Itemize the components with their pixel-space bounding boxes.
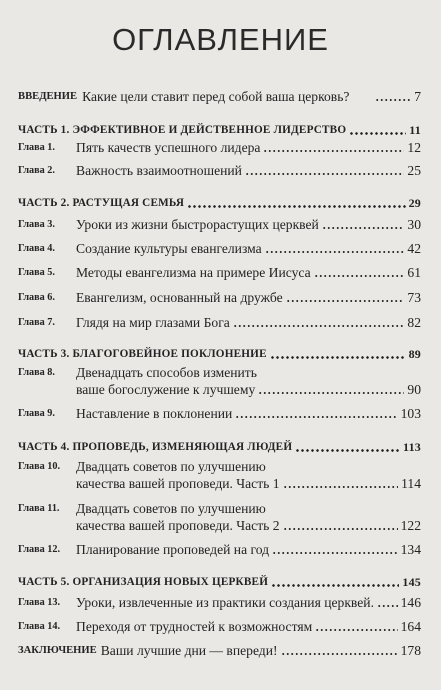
part-label: ЧАСТЬ 5. ОРГАНИЗАЦИЯ НОВЫХ ЦЕРКВЕЙ	[18, 576, 269, 588]
chapter-title: Уроки из жизни быстрорастущих церквей	[76, 217, 319, 232]
dot-leader	[258, 392, 404, 394]
chapter-label: Глава 8.	[18, 367, 55, 378]
chapter-page: 12	[407, 140, 421, 155]
toc-chapter-11[interactable]	[18, 500, 421, 534]
chapter-label: Глава 1.	[18, 142, 55, 153]
dot-leader	[235, 416, 397, 418]
chapter-title: Пять качеств успешного лидера	[76, 140, 261, 155]
chapter-label: Глава 11.	[18, 503, 60, 514]
chapter-label: Глава 9.	[18, 408, 55, 419]
chapter-title: Важность взаимоотношений	[76, 163, 242, 178]
part-page: 145	[402, 575, 421, 589]
chapter-title: Евангелизм, основанный на дружбе	[76, 290, 283, 305]
chapter-page: 103	[400, 406, 421, 421]
chapter-title: Создание культуры евангелизма	[76, 241, 262, 256]
toc-chapter-2[interactable]	[18, 162, 421, 179]
chapter-page: 61	[407, 265, 421, 280]
toc-chapter-3[interactable]	[18, 216, 421, 233]
toc-part-5[interactable]	[18, 574, 421, 591]
chapter-title-line: Двадцать советов по улучшению	[76, 459, 266, 474]
dot-leader	[375, 99, 411, 101]
toc-chapter-4[interactable]	[18, 240, 421, 257]
conclusion-page: 178	[400, 643, 421, 658]
chapter-title-line: качества вашей проповеди. Часть 1	[76, 476, 280, 491]
toc-chapter-12[interactable]	[18, 541, 421, 558]
dot-leader	[265, 251, 405, 253]
chapter-page: 82	[407, 315, 421, 330]
chapter-label: Глава 5.	[18, 267, 55, 278]
conclusion-label: ЗАКЛЮЧЕНИЕ	[18, 645, 97, 656]
dot-leader	[295, 449, 400, 452]
dot-leader	[314, 275, 405, 277]
chapter-label: Глава 2.	[18, 165, 55, 176]
part-page: 89	[408, 347, 421, 361]
chapter-title: Глядя на мир глазами Бога	[76, 315, 230, 330]
chapter-page: 90	[407, 382, 421, 397]
dot-leader	[377, 605, 398, 607]
toc-intro[interactable]	[18, 88, 421, 105]
chapter-page: 134	[400, 542, 421, 557]
toc-chapter-10[interactable]	[18, 458, 421, 492]
dot-leader	[286, 300, 405, 302]
toc-conclusion[interactable]	[18, 642, 421, 659]
part-label: ЧАСТЬ 4. ПРОПОВЕДЬ, ИЗМЕНЯЮЩАЯ ЛЮДЕЙ	[18, 441, 293, 453]
intro-text: Какие цели ставит перед собой ваша церковь?	[82, 89, 350, 104]
part-page: 11	[409, 123, 421, 137]
dot-leader	[349, 132, 406, 135]
dot-leader	[283, 486, 399, 488]
toc-part-1[interactable]	[18, 122, 421, 139]
chapter-title: Переходя от трудностей к возможностям	[76, 619, 313, 634]
toc-chapter-8[interactable]	[18, 364, 421, 398]
intro-label: ВВЕДЕНИЕ	[18, 91, 78, 102]
part-label: ЧАСТЬ 2. РАСТУЩАЯ СЕМЬЯ	[18, 197, 185, 209]
chapter-title-line: Двадцать советов по улучшению	[76, 501, 266, 516]
toc-part-4[interactable]	[18, 439, 421, 456]
toc-part-3[interactable]	[18, 346, 421, 363]
dot-leader	[270, 356, 406, 359]
part-page: 113	[403, 440, 421, 454]
part-label: ЧАСТЬ 3. БЛАГОГОВЕЙНОЕ ПОКЛОНЕНИЕ	[18, 348, 267, 360]
chapter-page: 146	[400, 595, 421, 610]
chapter-label: Глава 6.	[18, 292, 55, 303]
page-title: ОГЛАВЛЕНИЕ	[112, 22, 329, 57]
dot-leader	[283, 528, 398, 530]
toc-chapter-13[interactable]	[18, 594, 421, 611]
chapter-title-line: качества вашей проповеди. Часть 2	[76, 518, 280, 533]
part-page: 29	[408, 196, 421, 210]
chapter-page: 114	[401, 476, 421, 491]
dot-leader	[322, 227, 405, 229]
toc-chapter-5[interactable]	[18, 264, 421, 281]
dot-leader	[271, 584, 399, 587]
chapter-page: 164	[400, 619, 421, 634]
chapter-title-line: Двенадцать способов изменить	[76, 365, 257, 380]
chapter-title: Методы евангелизма на примере Иисуса	[76, 265, 311, 280]
part-label: ЧАСТЬ 1. ЭФФЕКТИВНОЕ И ДЕЙСТВЕННОЕ ЛИДЕРСТВО	[18, 124, 347, 136]
dot-leader	[272, 552, 398, 554]
chapter-label: Глава 12.	[18, 544, 61, 555]
intro-page: 7	[414, 89, 421, 104]
chapter-label: Глава 13.	[18, 597, 61, 608]
chapter-label: Глава 3.	[18, 219, 55, 230]
dot-leader	[315, 629, 397, 631]
chapter-label: Глава 4.	[18, 243, 55, 254]
chapter-title: Наставление в поклонении	[76, 406, 233, 421]
toc-chapter-1[interactable]	[18, 139, 421, 156]
dot-leader	[281, 653, 398, 655]
chapter-label: Глава 7.	[18, 317, 55, 328]
toc-chapter-6[interactable]	[18, 289, 421, 306]
toc-chapter-7[interactable]	[18, 314, 421, 331]
chapter-page: 73	[407, 290, 421, 305]
toc-part-2[interactable]	[18, 195, 421, 212]
toc-chapter-9[interactable]	[18, 405, 421, 422]
conclusion-text: Ваши лучшие дни — впереди!	[100, 643, 278, 658]
chapter-page: 122	[400, 518, 421, 533]
dot-leader	[233, 325, 405, 327]
chapter-title-line: ваше богослужение к лучшему	[76, 382, 256, 397]
chapter-page: 42	[407, 241, 421, 256]
chapter-label: Глава 14.	[18, 621, 61, 632]
dot-leader	[187, 205, 405, 208]
chapter-page: 25	[407, 163, 421, 178]
chapter-label: Глава 10.	[18, 461, 61, 472]
toc-chapter-14[interactable]	[18, 618, 421, 635]
dot-leader	[263, 150, 404, 152]
dot-leader	[245, 173, 404, 175]
chapter-page: 30	[407, 217, 421, 232]
chapter-title: Планирование проповедей на год	[76, 542, 270, 557]
chapter-title: Уроки, извлеченные из практики создания церквей.	[76, 595, 374, 610]
